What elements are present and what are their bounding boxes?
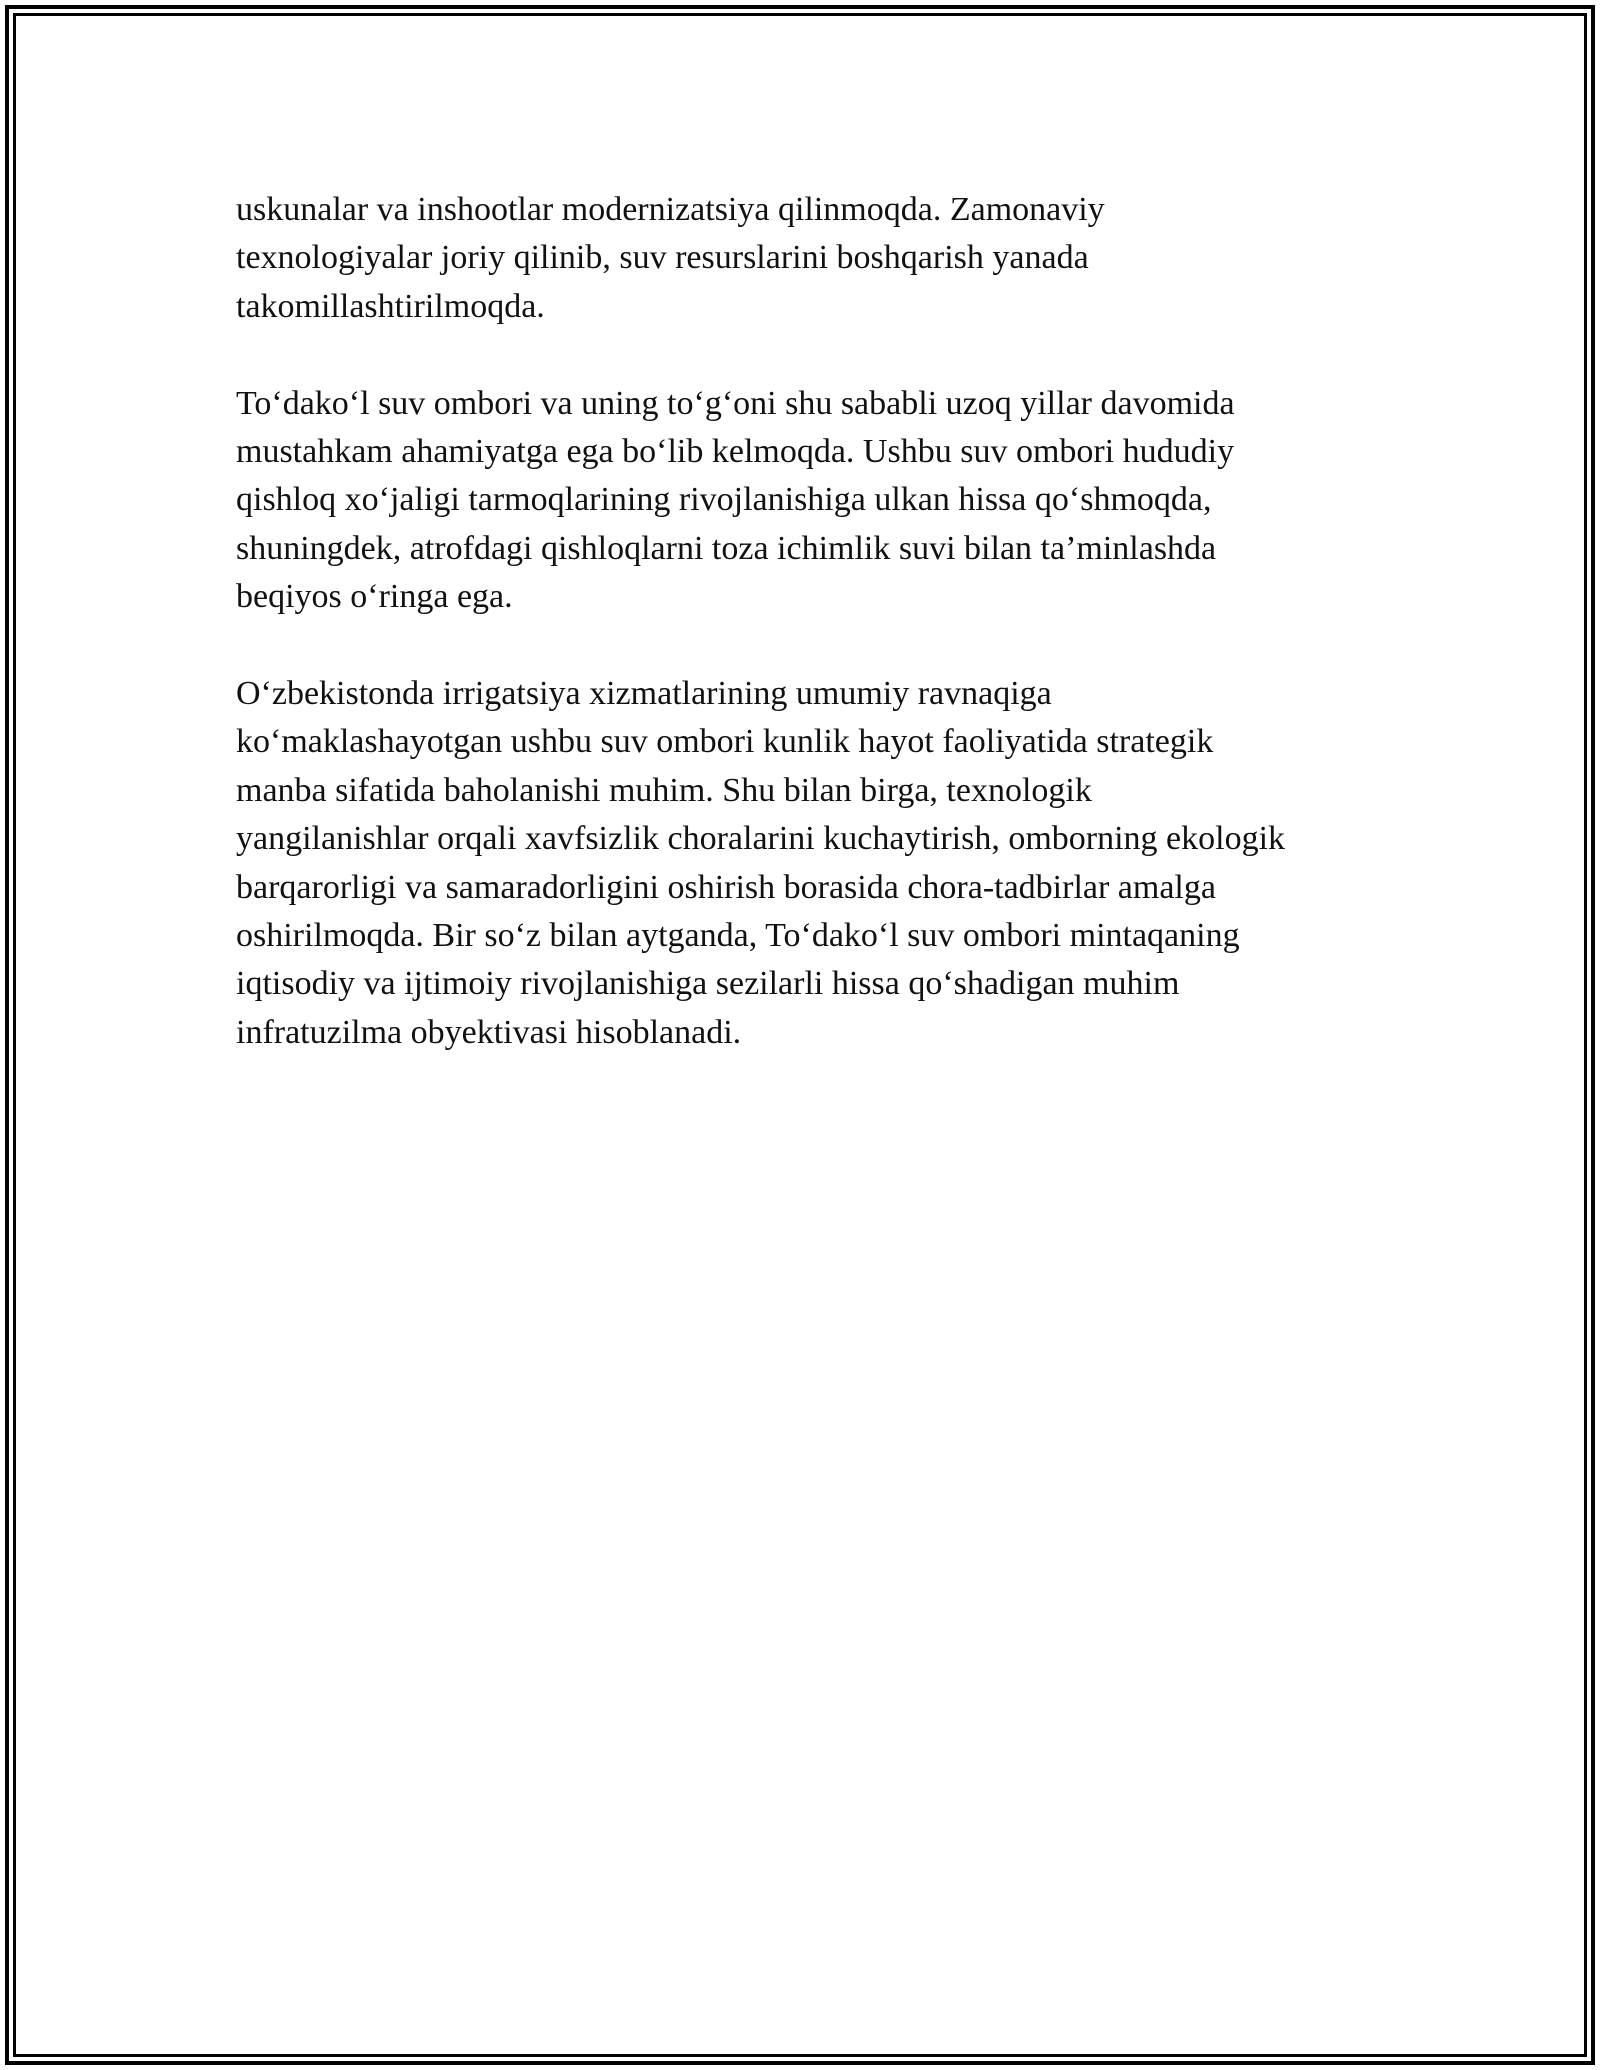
paragraph-irrigation-strategy: O‘zbekistonda irrigatsiya xizmatlarining umumiy ravnaqiga ko‘maklashayotgan ushbu suv ombori kunlik hayot faoliyatida strategik manba sifatida baholanishi muhim. Shu bilan birga, texnologik yangilanishlar orqali xavfsizlik choralarini kuchaytirish, omborning ekologik barqarorligi va samaradorligini oshirish borasida chora-tadbirlar amalga oshirilmoqda. Bir so‘z bilan aytganda, To‘dako‘l suv ombori mintaqaning iqtisodiy va ijtimoiy rivojlanishiga sezilarli hissa qo‘shadigan muhim infratuzilma obyektivasi hisoblanadi. xyxy=(236,675,1286,1051)
paragraph-reservoir-importance: To‘dako‘l suv ombori va uning to‘g‘oni shu sababli uzoq yillar davomida mustahkam ahamiyatga ega bo‘lib kelmoqda. Ushbu suv ombori hududiy qishloq xo‘jaligi tarmoqlarining rivojlanishiga ulkan hissa qo‘shmoqda, shuningdek, atrofdagi qishloqlarni toza ichimlik suvi bilan ta’minlashda beqiyos o‘ringa ega. xyxy=(236,384,1235,616)
document-body xyxy=(236,186,1396,1106)
paragraph-modernization: uskunalar va inshootlar modernizatsiya qilinmoqda. Zamonaviy texnologiyalar joriy qilinib, suv resurslarini boshqarish yanada takomillashtirilmoqda. xyxy=(236,191,1105,325)
